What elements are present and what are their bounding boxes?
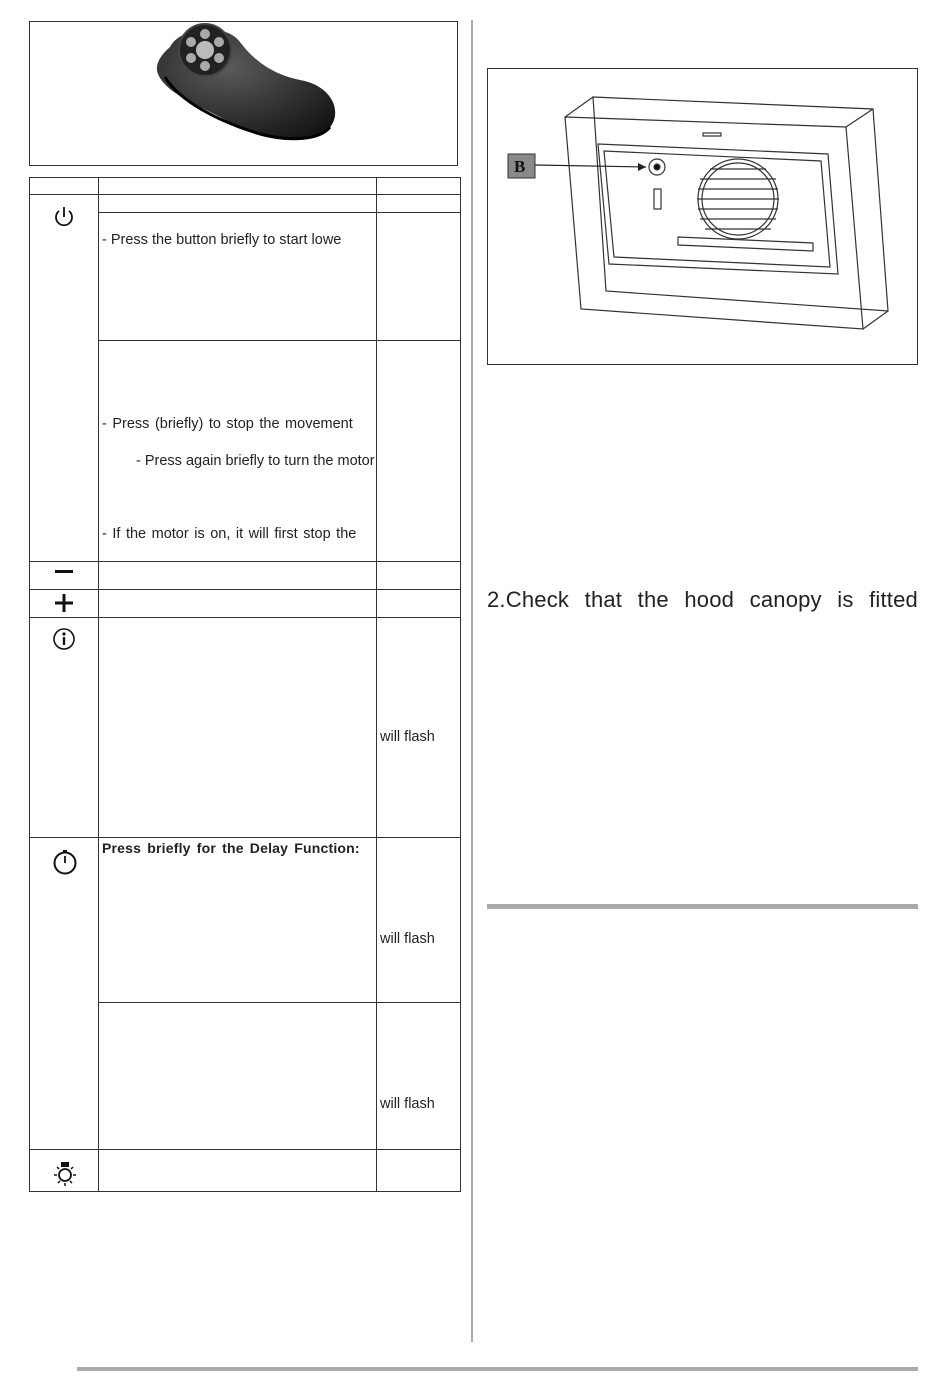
delay-flash-note-1: will flash [380,931,435,947]
power-instruction-turn-motor: - Press again briefly to turn the motor [136,453,375,469]
hood-installation-figure [487,68,918,365]
delay-function-heading: Press briefly for the Delay Function: [102,840,360,856]
section-divider [487,904,918,909]
power-instruction-motor-on: - If the motor is on, it will first stop the [102,526,357,542]
info-flash-note: will flash [380,729,435,745]
power-instruction-start: - Press the button briefly to start lowe [102,232,342,248]
power-icon [53,206,75,228]
light-bulb-icon [52,1159,78,1187]
hood-drawing [488,69,917,364]
minus-icon [53,563,75,579]
info-icon [52,627,76,651]
power-instruction-stop: - Press (briefly) to stop the movement [102,416,353,432]
figure-label-b: B [514,157,526,176]
remote-control-illustration [30,22,457,165]
delay-flash-note-2: will flash [380,1096,435,1112]
plus-icon [54,593,74,613]
column-divider [471,20,473,1342]
footer-divider [77,1367,918,1371]
installation-step-2: 2.Check that the hood canopy is fitted [487,587,918,612]
remote-functions-table [29,177,461,1192]
remote-control-figure [29,21,458,166]
timer-icon [52,849,78,875]
